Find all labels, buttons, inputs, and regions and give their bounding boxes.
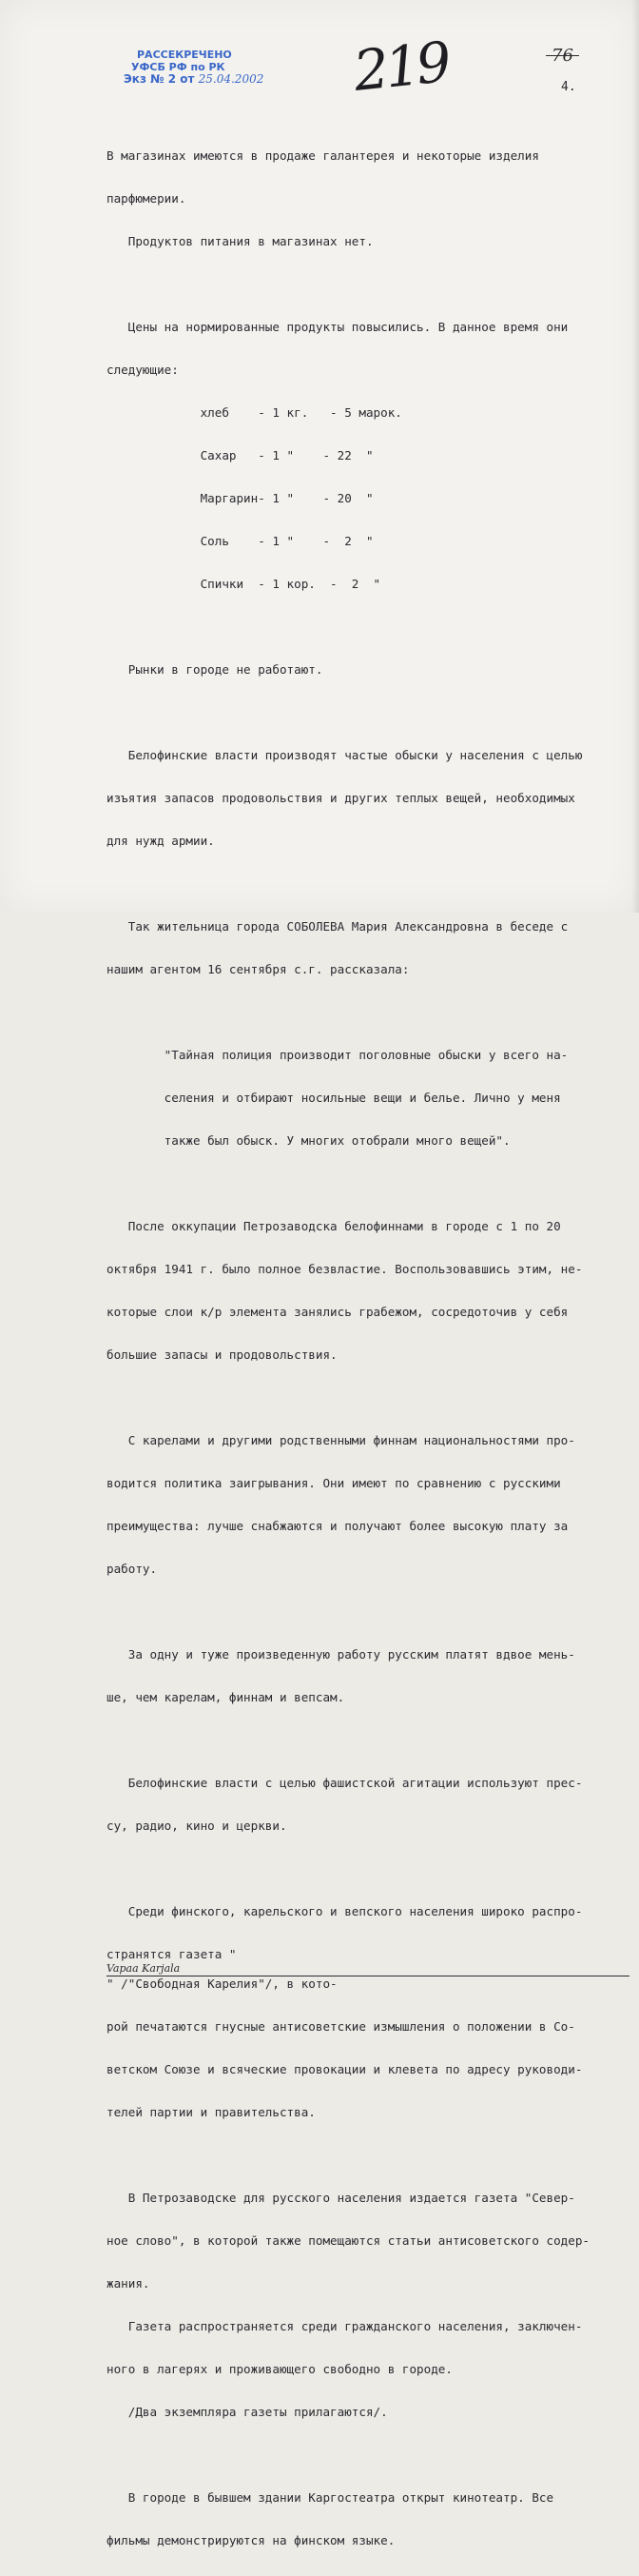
- text-line: [106, 1733, 629, 1747]
- stamp-line-1: РАССЕКРЕЧЕНО: [137, 49, 232, 61]
- price-row: Маргарин- 1 " - 20 ": [106, 491, 374, 505]
- text-line: нашим агентом 16 сентября с.г. рассказала:: [106, 962, 410, 976]
- text-line: В городе в бывшем здании Каргостеатра открыт кинотеатр. Все: [106, 2490, 554, 2505]
- text-line: [106, 1176, 629, 1190]
- text-line: Белофинские власти с целью фашистской агитации используют прес-: [106, 1776, 583, 1790]
- text-line: Цены на нормированные продукты повысились. В данное время они: [106, 320, 569, 334]
- stamp-line-3-prefix: Экз № 2 от: [124, 72, 195, 86]
- text-line: [106, 1947, 629, 1991]
- text-line: работу.: [106, 1562, 158, 1576]
- top-smudge: [90, 4, 181, 15]
- handwritten-newspaper-name: Vapaa Karjala: [106, 1961, 629, 1976]
- archive-number: 219: [350, 29, 452, 104]
- text-line: [106, 705, 629, 719]
- text-line: Так жительница города СОБОЛЕВА Мария Александровна в беседе с: [106, 919, 569, 934]
- quote-line: "Тайная полиция производит поголовные обыски у всего на-: [106, 1048, 569, 1062]
- text-line: водится политика заигрывания. Они имеют по сравнению с русскими: [106, 1476, 561, 1490]
- text-fragment: " /"Свободная Карелия"/, в кото-: [106, 1976, 338, 1991]
- typewritten-body: [106, 120, 629, 2576]
- text-line: [106, 619, 629, 634]
- text-line: жания.: [106, 2276, 150, 2291]
- declassified-stamp: [124, 49, 263, 86]
- price-row: Сахар - 1 " - 22 ": [106, 448, 374, 462]
- text-line: [106, 1390, 629, 1405]
- struck-page-number: 76: [552, 46, 573, 66]
- quote-line: также был обыск. У многих отобрали много вещей".: [106, 1133, 511, 1148]
- text-line: [106, 1604, 629, 1619]
- text-line: С карелами и другими родственными финнам национальностями про-: [106, 1433, 575, 1447]
- text-line: которые слои к/р элемента занялись грабежом, сосредоточив у себя: [106, 1305, 569, 1319]
- text-line: За одну и туже произведенную работу русским платят вдвое мень-: [106, 1647, 575, 1662]
- text-line: [106, 876, 629, 891]
- text-line: следующие:: [106, 363, 179, 377]
- text-line: октября 1941 г. было полное безвластие. Воспользовавшись этим, не-: [106, 1262, 583, 1276]
- text-line: телей партии и правительства.: [106, 2105, 316, 2119]
- text-line: ше, чем карелам, финнам и вепсам.: [106, 1690, 345, 1704]
- page-edge-shadow: [631, 0, 639, 913]
- stamp-line-2: УФСБ РФ по РК: [131, 61, 225, 73]
- text-line: В Петрозаводске для русского населения издается газета "Север-: [106, 2191, 575, 2205]
- text-fragment: странятся газета ": [106, 1947, 237, 1961]
- text-line: Белофинские власти производят частые обыски у населения с целью: [106, 748, 583, 762]
- text-line: Среди финского, карельского и вепского населения широко распро-: [106, 1904, 583, 1918]
- text-line: После оккупации Петрозаводска белофиннами в городе с 1 по 20: [106, 1219, 561, 1233]
- text-line: [106, 1861, 629, 1876]
- price-row: Спички - 1 кор. - 2 ": [106, 577, 381, 591]
- text-line: Продуктов питания в магазинах нет.: [106, 234, 374, 248]
- text-line: для нужд армии.: [106, 834, 215, 848]
- text-line: /Два экземпляра газеты прилагаются/.: [106, 2405, 388, 2419]
- text-line: Рынки в городе не работают.: [106, 662, 323, 677]
- text-line: В магазинах имеются в продаже галантерея и некоторые изделия: [106, 148, 539, 163]
- text-line: преимущества: лучше снабжаются и получают более высокую плату за: [106, 1519, 569, 1533]
- stamp-line-3: [124, 73, 263, 86]
- text-line: изъятия запасов продовольствия и других теплых вещей, необходимых: [106, 791, 575, 805]
- text-line: [106, 1005, 629, 1019]
- text-line: фильмы демонстрируются на финском языке.: [106, 2533, 396, 2547]
- text-line: ного в лагерях и проживающего свободно в городе.: [106, 2362, 453, 2376]
- stamp-date: 25.04.2002: [198, 72, 264, 86]
- text-line: Газета распространяется среди гражданского населения, заключен-: [106, 2319, 583, 2333]
- text-line: [106, 2448, 629, 2462]
- text-line: су, радио, кино и церкви.: [106, 1819, 287, 1833]
- text-line: рой печатаются гнусные антисоветские измышления о положении в Со-: [106, 2019, 575, 2034]
- text-line: ное слово", в которой также помещаются статьи антисоветского содер-: [106, 2233, 590, 2248]
- price-row: хлеб - 1 кг. - 5 марок.: [106, 405, 402, 420]
- text-line: [106, 2148, 629, 2162]
- price-row: Соль - 1 " - 2 ": [106, 534, 374, 548]
- text-line: ветском Союзе и всяческие провокации и клевета по адресу руководи-: [106, 2062, 583, 2076]
- text-line: большие запасы и продовольствия.: [106, 1347, 338, 1362]
- text-line: парфюмерии.: [106, 191, 186, 206]
- text-line: [106, 277, 629, 291]
- quote-line: селения и отбирают носильные вещи и белье. Лично у меня: [106, 1091, 561, 1105]
- page-number: 4.: [561, 80, 576, 94]
